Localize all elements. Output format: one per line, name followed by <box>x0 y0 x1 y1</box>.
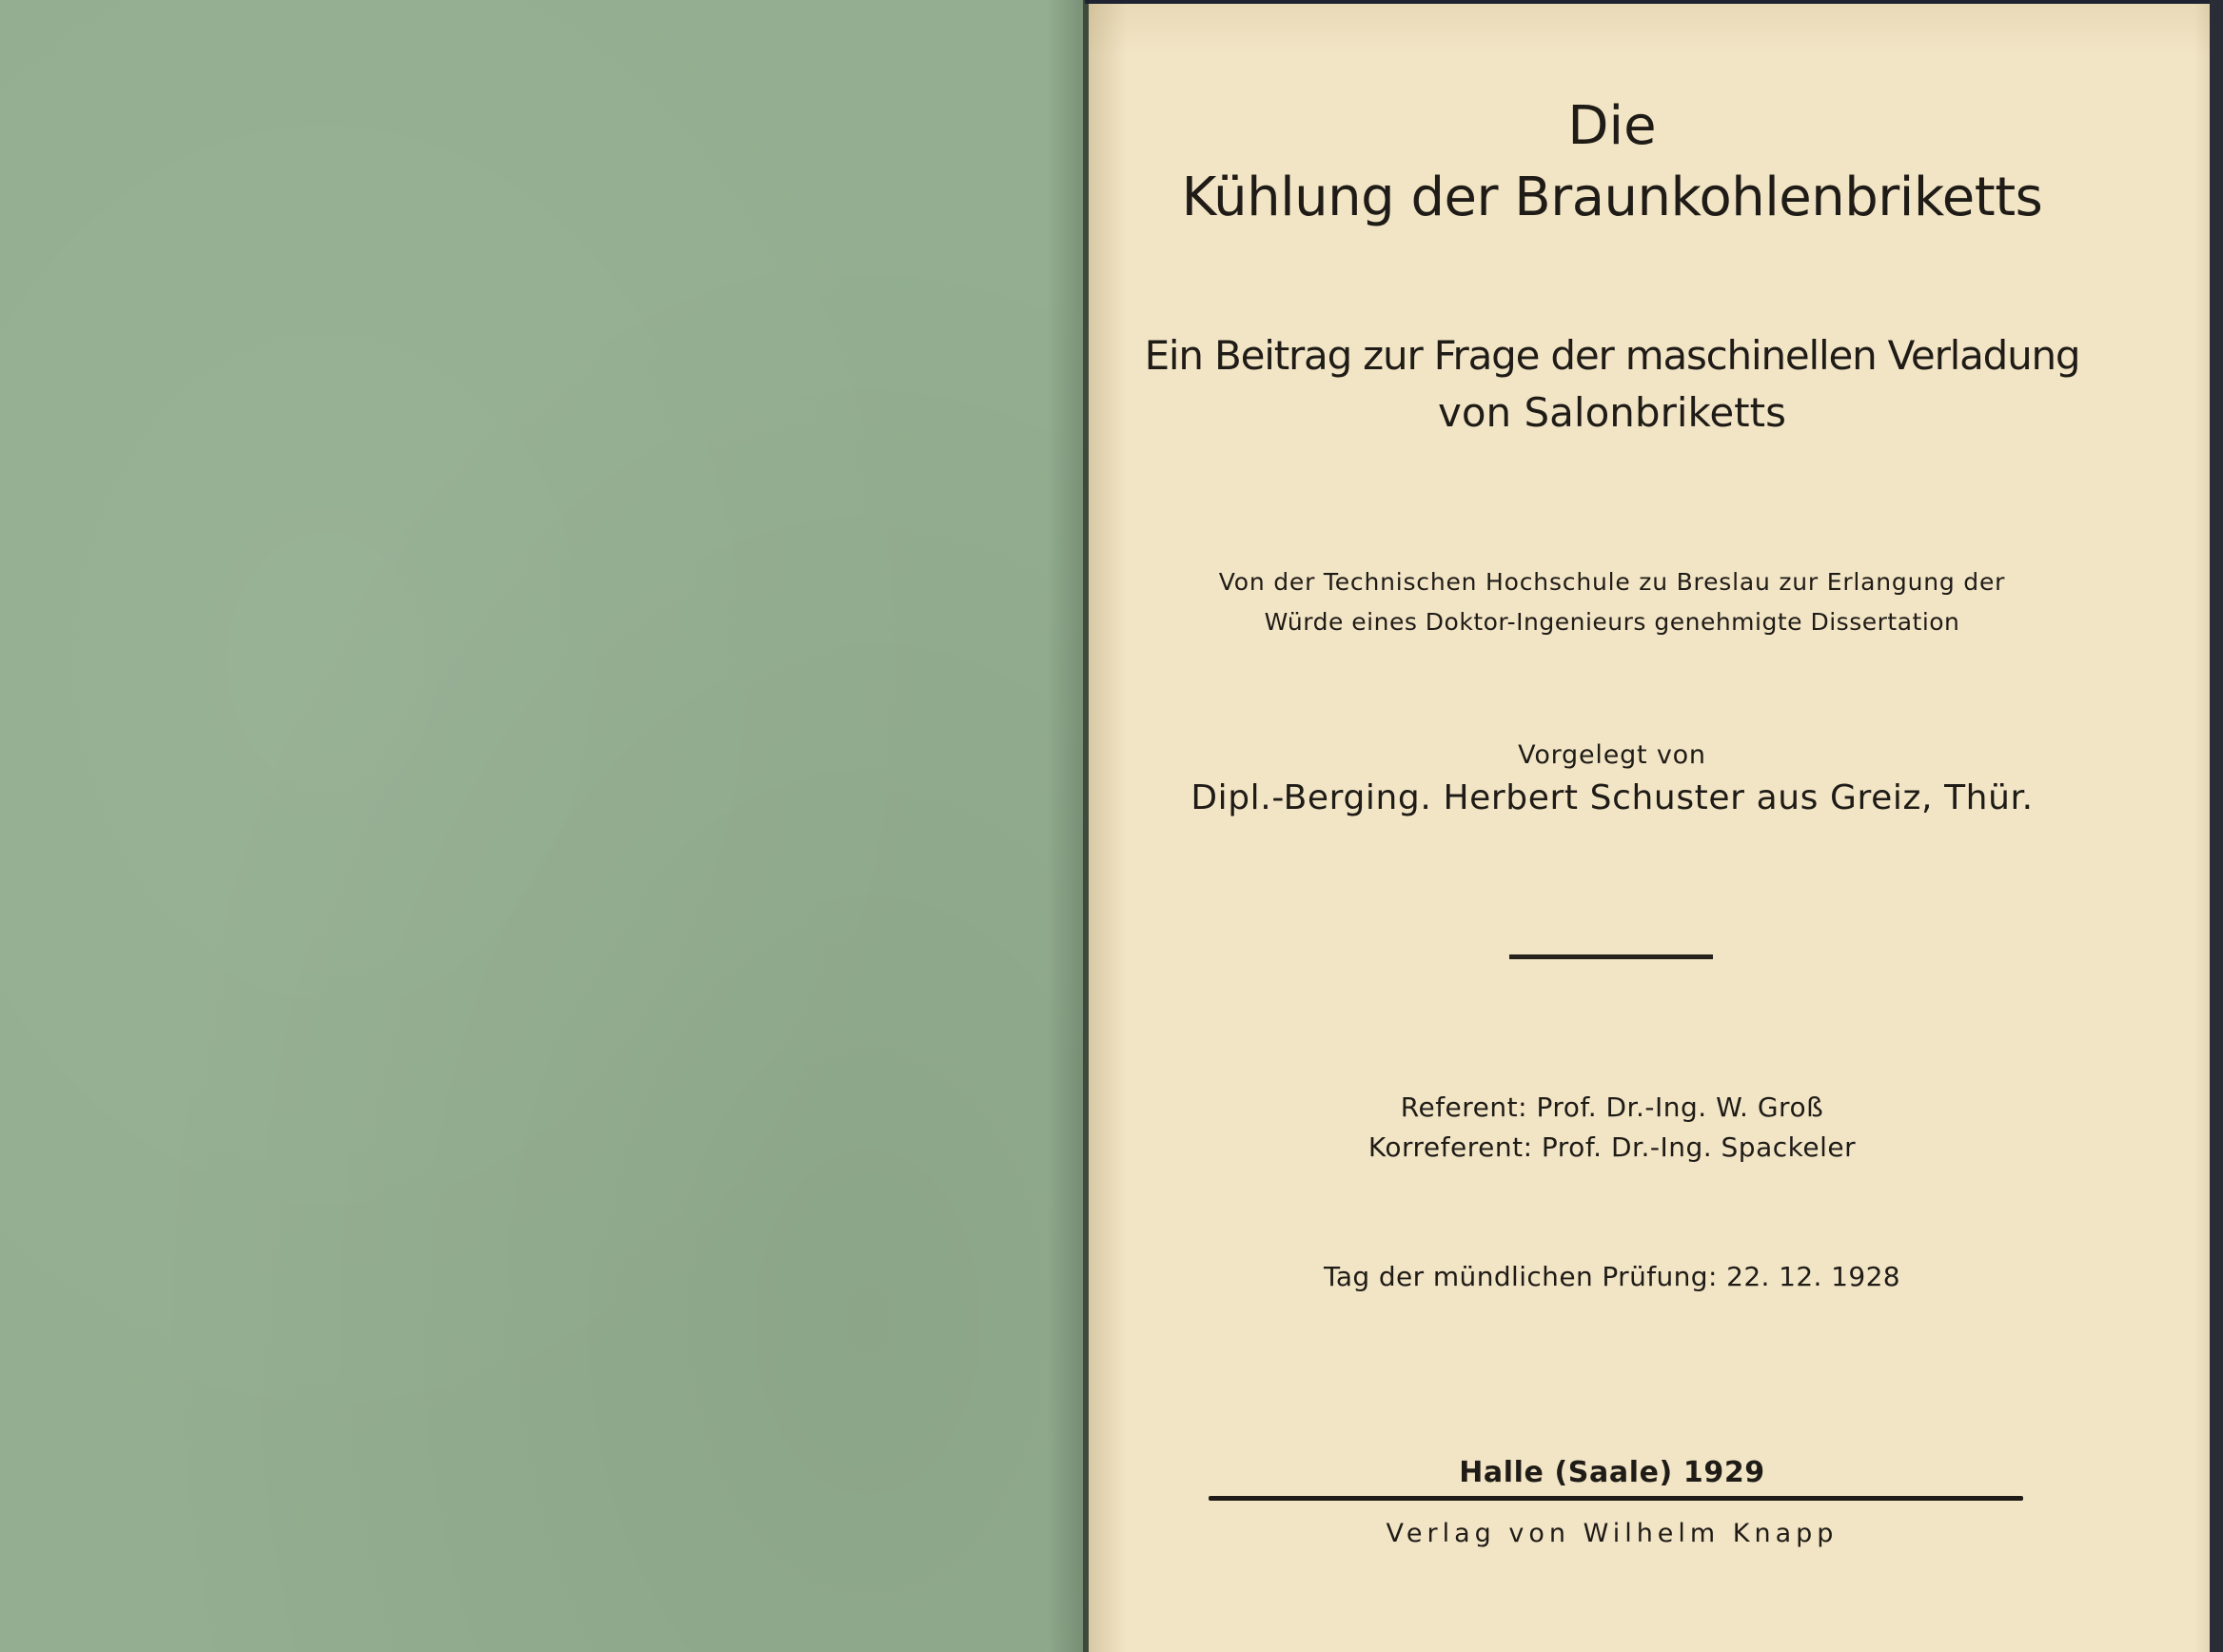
exam-date-line: Tag der mündlichen Prüfung: 22. 12. 1928 <box>1323 1261 1901 1292</box>
cover-edge-top <box>1085 0 2223 4</box>
title-line-2: Kühlung der Braunkohlenbriketts <box>1181 167 2043 228</box>
left-endpaper-page <box>0 0 1085 1652</box>
left-page-edge-shadow <box>1047 0 1087 1652</box>
subtitle-line-2: von Salonbriketts <box>1438 389 1786 436</box>
cover-edge-right <box>2210 0 2223 1652</box>
short-divider-rule <box>1509 954 1713 959</box>
place-year-imprint: Halle (Saale) 1929 <box>1459 1456 1765 1489</box>
right-title-page <box>1089 0 2223 1652</box>
title-line-1: Die <box>1567 95 1657 157</box>
dissertation-note-line-1: Von der Technischen Hochschule zu Breslau zur Erlangung der <box>1218 568 2006 596</box>
publisher-line: Verlag von Wilhelm Knapp <box>1386 1519 1839 1548</box>
subtitle-line-1: Ein Beitrag zur Frage der maschinellen Verladung <box>1144 332 2080 379</box>
referent-line: Referent: Prof. Dr.-Ing. W. Groß <box>1400 1092 1824 1123</box>
author-name: Dipl.-Berging. Herbert Schuster aus Greiz, Thür. <box>1190 778 2034 817</box>
presented-by-label: Vorgelegt von <box>1518 740 1706 770</box>
dissertation-note-line-2: Würde eines Doktor-Ingenieurs genehmigte Dissertation <box>1264 608 1960 636</box>
korreferent-line: Korreferent: Prof. Dr.-Ing. Spackeler <box>1367 1131 1857 1163</box>
imprint-divider-rule <box>1209 1496 2023 1501</box>
